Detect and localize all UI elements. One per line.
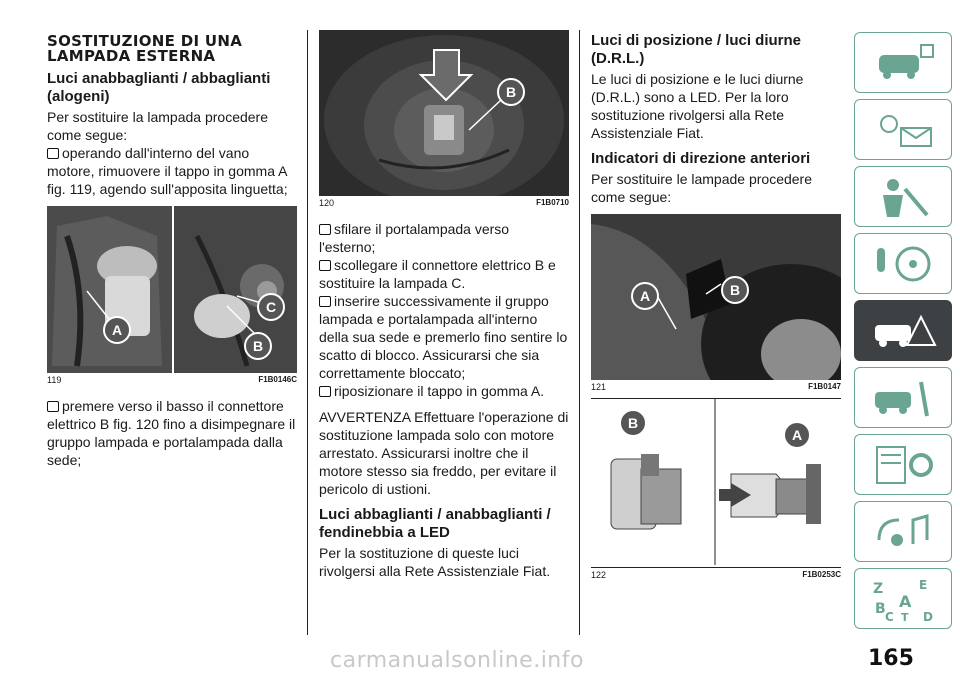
figure-caption — [591, 382, 841, 392]
bullet-icon — [319, 260, 331, 271]
figure-code: F1B0710 — [536, 198, 569, 207]
safety-icon — [869, 175, 939, 219]
figure-121 — [591, 214, 841, 380]
label-a: A — [103, 316, 131, 344]
step-6: riposizionare il tappo in gomma A. — [319, 382, 569, 400]
led-text: Per la sostituzione di queste luci rivolgersi alla Rete Assistenziale Fiat. — [319, 545, 551, 579]
figure-caption — [47, 375, 297, 385]
tab-car-info[interactable] — [854, 32, 952, 93]
figure-120 — [319, 30, 569, 196]
column-3 — [591, 0, 841, 592]
step-4: scollegare il connettore elettrico B e sostituire la lampada C. — [319, 257, 556, 291]
heading-drl: Luci di posizione / luci diurne (D.R.L.) — [591, 32, 802, 67]
figure-number: 119 — [47, 375, 62, 385]
heading-led: Luci abbaglianti / anabbaglianti / fendinebbia a LED — [319, 506, 551, 541]
car-info-icon — [869, 41, 939, 85]
index-icon — [869, 577, 939, 621]
intro-text: Per sostituire la lampada procedere come segue: — [47, 109, 269, 143]
figure-number: 120 — [319, 198, 335, 208]
tab-maintenance[interactable] — [854, 367, 952, 428]
svg-text:B: B — [875, 601, 886, 617]
step-5: inserire successivamente il gruppo lampada e portalampada all'interno della sua sede e premerlo fino sentire lo scatto di blocco. Assicurarsi che sia correttamente bloccato; — [319, 293, 568, 381]
column-divider — [579, 30, 580, 635]
bullet-icon — [47, 148, 59, 159]
label-b: B — [497, 78, 525, 106]
label-b: B — [619, 409, 647, 437]
svg-text:T: T — [901, 611, 909, 621]
step-3: sfilare il portalampada verso l'esterno; — [319, 221, 510, 255]
step-1: operando dall'interno del vano motore, rimuovere il tappo in gomma A fig. 119, agendo sull'apposita linguetta; — [47, 145, 288, 197]
column-divider — [307, 30, 308, 635]
tab-index[interactable] — [854, 568, 952, 629]
figure-122 — [591, 398, 841, 565]
multimedia-icon — [869, 510, 939, 554]
label-a: A — [783, 421, 811, 449]
step-2: premere verso il basso il connettore elettrico B fig. 120 fino a disimpegnare il gruppo lampada e portalampada dalla sede; — [47, 398, 296, 468]
section-title: SOSTITUZIONE DI UNA LAMPADA ESTERNA — [47, 32, 243, 65]
figure-number: 122 — [591, 570, 607, 580]
emergency-icon — [869, 309, 939, 353]
label-c: C — [257, 293, 285, 321]
tab-multimedia[interactable] — [854, 501, 952, 562]
driving-icon — [869, 242, 939, 286]
heading-low-high-beam: Luci anabbaglianti / abbaglianti (alogeni) — [47, 70, 271, 105]
bullet-icon — [47, 401, 59, 412]
tab-technical-data[interactable] — [854, 434, 952, 495]
tab-emergency[interactable] — [854, 300, 952, 361]
figure-code: F1B0253C — [802, 570, 841, 579]
figure-caption — [319, 198, 569, 208]
watermark: carmanualsonline.info — [330, 648, 584, 673]
warning-text: AVVERTENZA Effettuare l'operazione di sostituzione lampada solo con motore arrestato. Assicurarsi inoltre che il motore stesso sia freddo, per evitare il pericolo di ustioni. — [319, 409, 569, 497]
svg-text:A: A — [899, 592, 912, 611]
headlamp-image — [319, 30, 569, 196]
column-2 — [319, 0, 569, 588]
figure-code: F1B0147 — [808, 382, 841, 391]
drl-text: Le luci di posizione e le luci diurne (D.R.L.) sono a LED. Per la loro sostituzione rivolgersi alla Rete Assistenziale Fiat. — [591, 71, 804, 141]
technical-data-icon — [869, 443, 939, 487]
figure-number: 121 — [591, 382, 607, 392]
page-number: 165 — [868, 646, 914, 671]
figure-caption — [591, 567, 841, 580]
bullet-icon — [319, 296, 331, 307]
tab-warning-lights[interactable] — [854, 99, 952, 160]
indicators-text: Per sostituire le lampade procedere come segue: — [591, 171, 813, 205]
label-b: B — [721, 276, 749, 304]
warning-lights-icon — [869, 108, 939, 152]
figure-119 — [47, 206, 297, 373]
heading-indicators: Indicatori di direzione anteriori — [591, 150, 811, 167]
figure-code: F1B0146C — [258, 375, 297, 384]
bullet-icon — [319, 224, 331, 235]
column-1 — [47, 0, 297, 477]
wheel-arch-image — [591, 214, 841, 380]
label-a: A — [631, 282, 659, 310]
tab-driving[interactable] — [854, 233, 952, 294]
svg-text:Z: Z — [873, 581, 884, 597]
bullet-icon — [319, 386, 331, 397]
svg-text:C: C — [885, 610, 894, 621]
tab-safety[interactable] — [854, 166, 952, 227]
svg-text:E: E — [919, 578, 928, 592]
label-b: B — [244, 332, 272, 360]
svg-text:D: D — [923, 610, 933, 621]
maintenance-icon — [869, 376, 939, 420]
